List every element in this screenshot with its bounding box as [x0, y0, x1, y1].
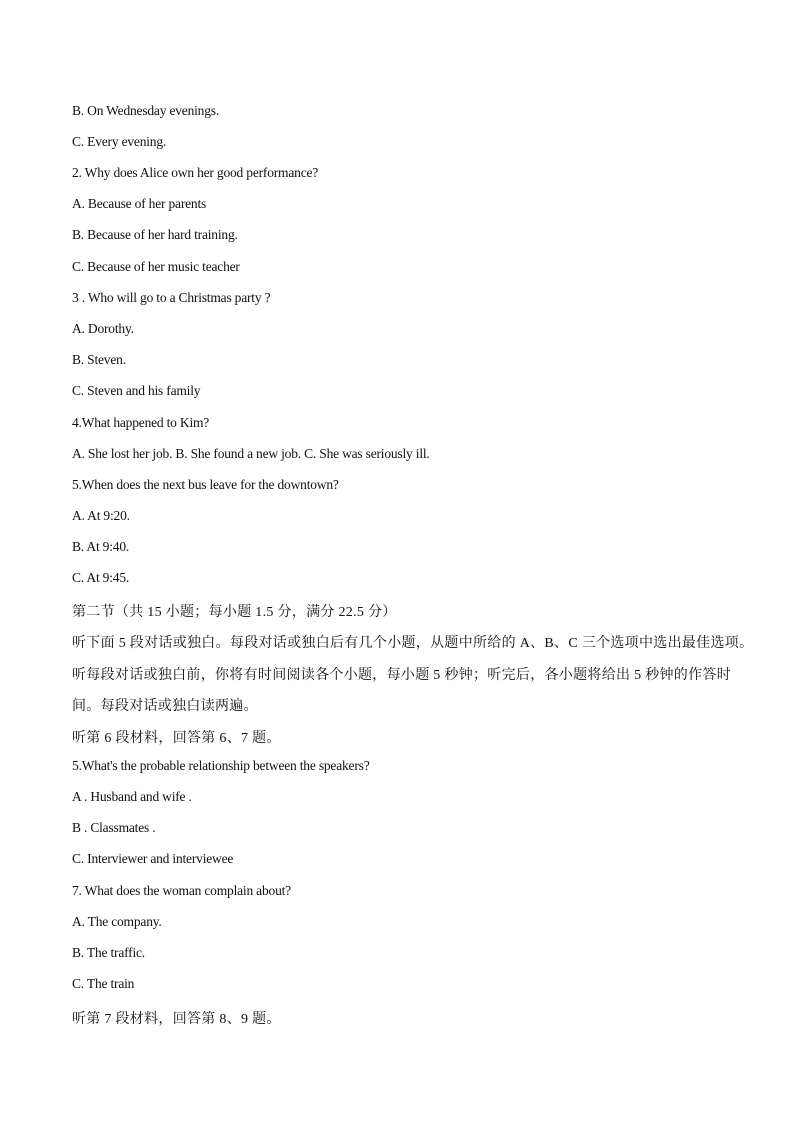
option-line: B. The traffic.: [72, 945, 145, 960]
instruction-line: 听每段对话或独白前，你将有时间阅读各个小题，每小题 5 秒钟；听完后，各小题将给出 5 秒钟的作答时: [72, 668, 731, 683]
question-line: 2. Why does Alice own her good performance?: [72, 165, 319, 180]
option-line: A. Dorothy.: [72, 321, 134, 336]
option-line: A. The company.: [72, 914, 162, 929]
material-heading: 听第 6 段材料，回答第 6、7 题。: [72, 731, 281, 746]
option-line: A. At 9:20.: [72, 508, 130, 523]
option-line: C. Every evening.: [72, 134, 167, 149]
question-line: 5.What's the probable relationship between the speakers?: [72, 758, 370, 773]
material-heading: 听第 7 段材料，回答第 8、9 题。: [72, 1012, 281, 1027]
instruction-line: 听下面 5 段对话或独白。每段对话或独白后有几个小题，从题中所给的 A、B、C 三个选项中选出最佳选项。: [72, 636, 754, 651]
question-line: 3 . Who will go to a Christmas party ?: [72, 290, 271, 305]
option-line: C. Steven and his family: [72, 383, 201, 398]
option-line: A . Husband and wife .: [72, 789, 192, 804]
option-line: B . Classmates .: [72, 820, 156, 835]
option-line: B. On Wednesday evenings.: [72, 103, 220, 118]
option-line: A. She lost her job. B. She found a new job. C. She was seriously ill.: [72, 446, 430, 461]
question-line: 5.When does the next bus leave for the downtown?: [72, 477, 339, 492]
question-line: 4.What happened to Kim?: [72, 415, 210, 430]
option-line: C. The train: [72, 976, 135, 991]
option-line: C. At 9:45.: [72, 570, 130, 585]
option-line: B. Steven.: [72, 352, 126, 367]
instruction-line: 间。每段对话或独白读两遍。: [72, 699, 258, 714]
option-line: B. At 9:40.: [72, 539, 130, 554]
option-line: A. Because of her parents: [72, 196, 207, 211]
section-heading: 第二节（共 15 小题；每小题 1.5 分，满分 22.5 分）: [72, 605, 397, 620]
option-line: C. Interviewer and interviewee: [72, 851, 234, 866]
question-line: 7. What does the woman complain about?: [72, 883, 291, 898]
option-line: C. Because of her music teacher: [72, 259, 240, 274]
option-line: B. Because of her hard training.: [72, 227, 238, 242]
